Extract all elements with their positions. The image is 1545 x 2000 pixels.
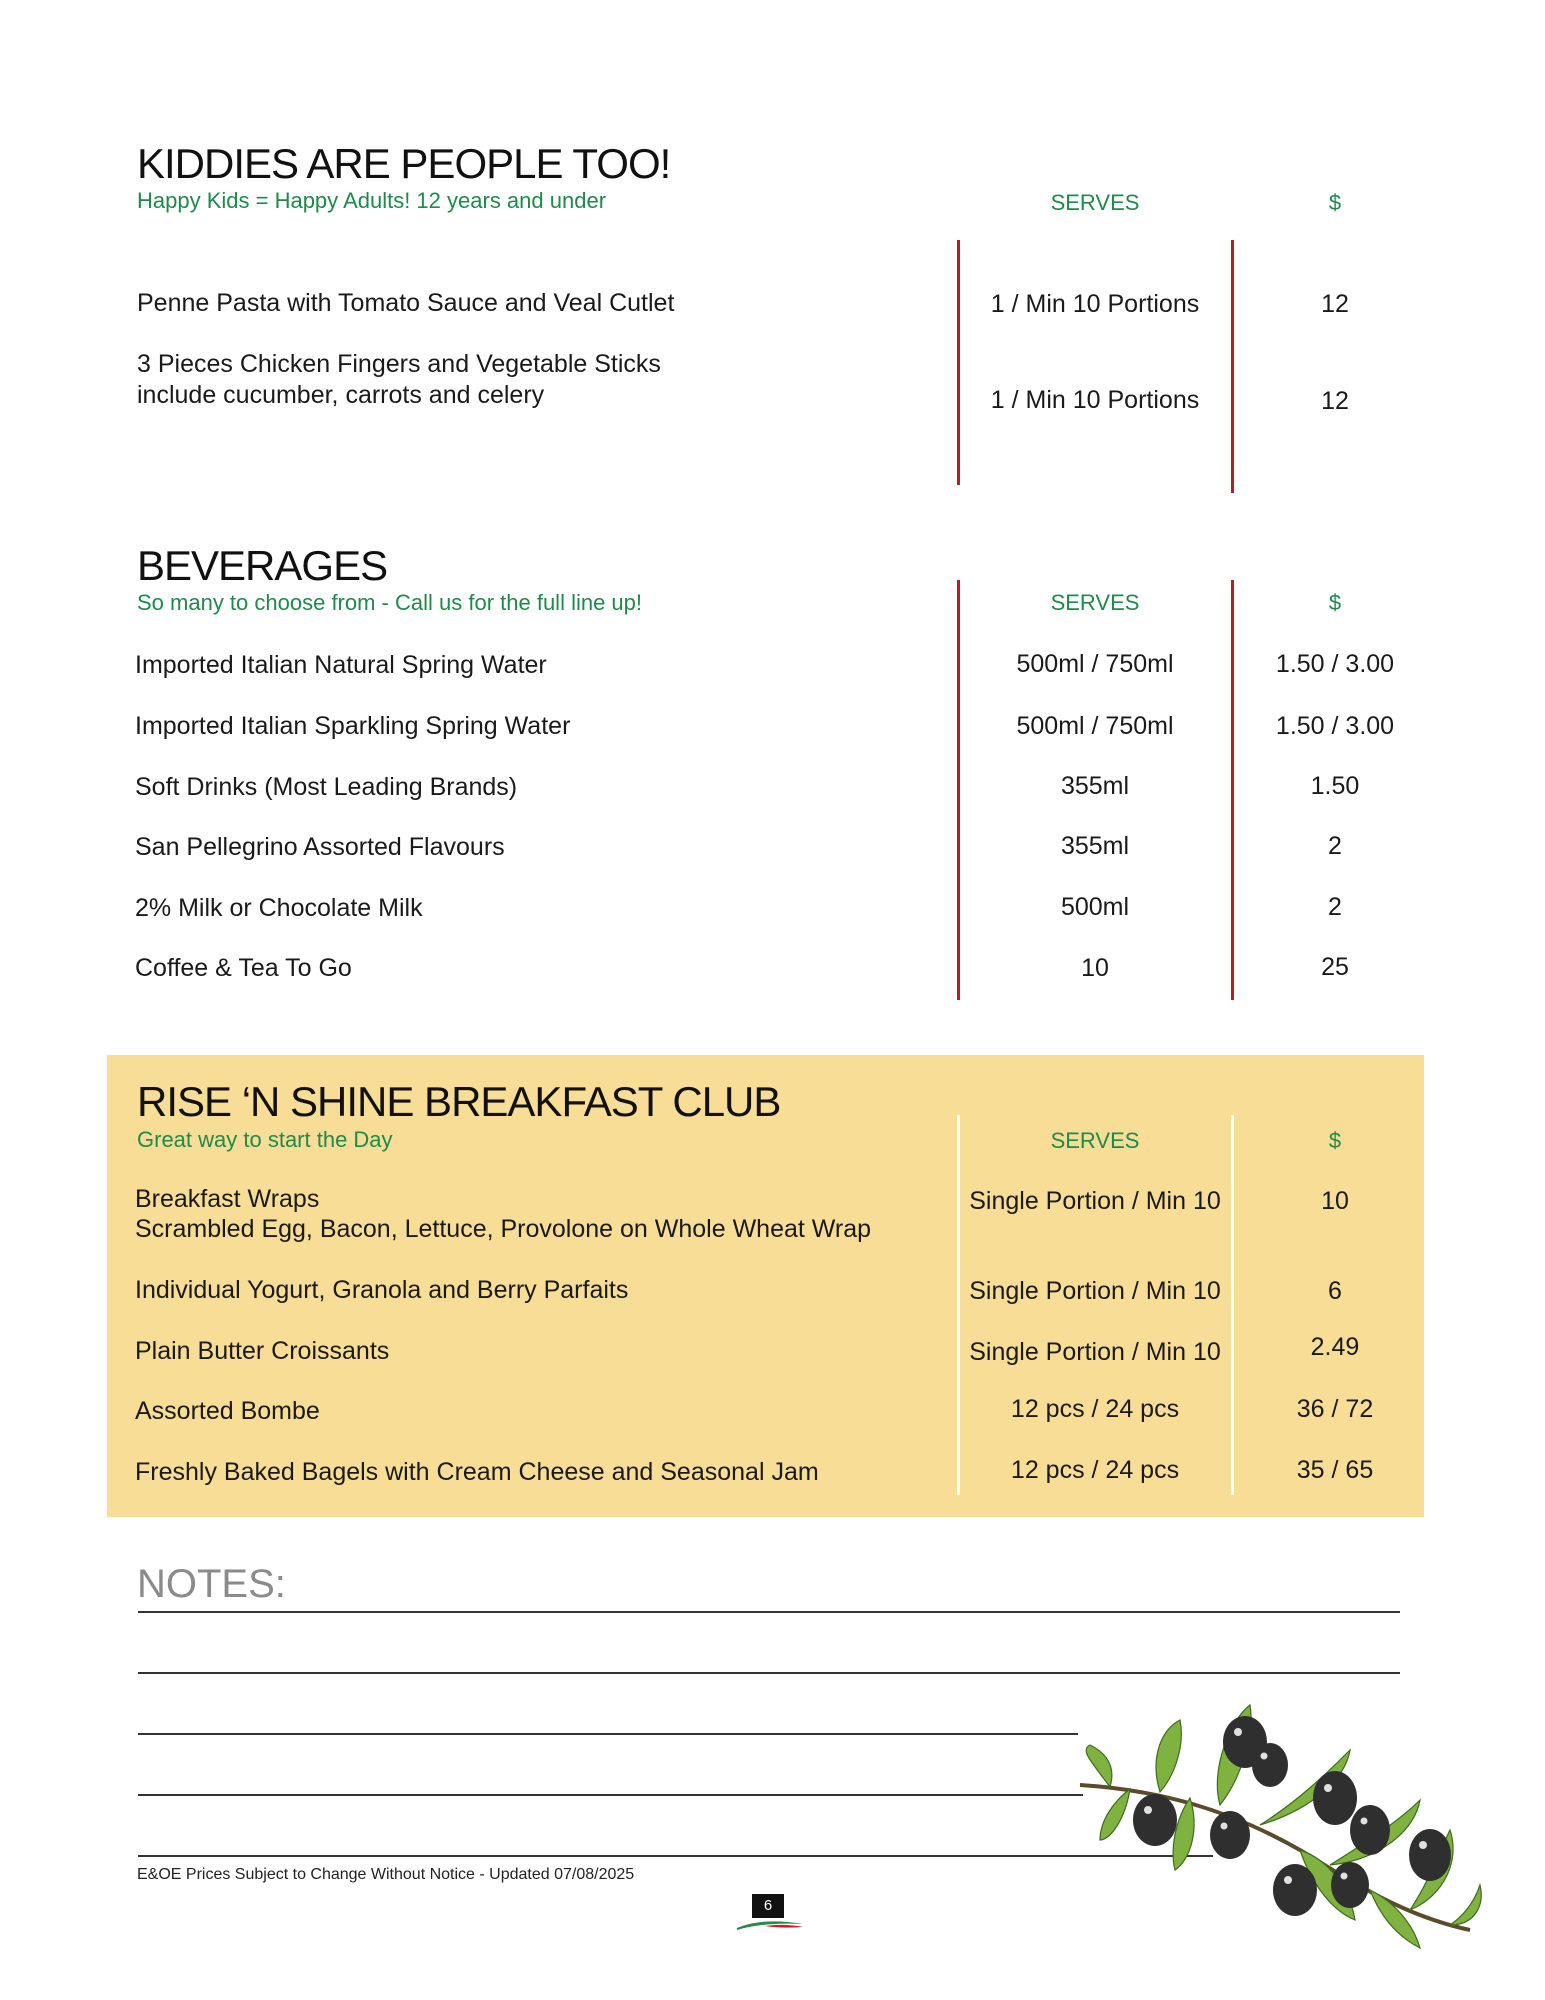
menu-item-serves: 10 xyxy=(1081,954,1109,982)
menu-item-name: Plain Butter Croissants xyxy=(135,1337,390,1365)
menu-item-price: 12 xyxy=(1321,387,1349,415)
olive xyxy=(1331,1862,1369,1908)
olive xyxy=(1210,1811,1250,1859)
menu-item-detail: Scrambled Egg, Bacon, Lettuce, Provolone on Whole Wheat Wrap xyxy=(135,1215,872,1243)
menu-item-name: San Pellegrino Assorted Flavours xyxy=(135,833,505,861)
beverages-price-header: $ xyxy=(1328,590,1342,615)
menu-item-price: 6 xyxy=(1328,1277,1342,1305)
menu-item-name: Assorted Bombe xyxy=(135,1397,320,1425)
olive xyxy=(1252,1743,1288,1787)
menu-item-price: 2 xyxy=(1328,832,1342,860)
page-swoosh-decoration xyxy=(735,1918,805,1932)
notes-label: NOTES: xyxy=(137,1562,286,1606)
menu-item-serves: 355ml xyxy=(1060,832,1130,860)
menu-item-name: Freshly Baked Bagels with Cream Cheese and Seasonal Jam xyxy=(135,1458,819,1486)
olive xyxy=(1133,1794,1177,1846)
leaf xyxy=(1173,1798,1194,1870)
breakfast-title: RISE ‘N SHINE BREAKFAST CLUB xyxy=(137,1078,781,1125)
column-divider xyxy=(957,240,960,485)
column-divider xyxy=(1231,240,1234,493)
menu-item-serves: 12 pcs / 24 pcs xyxy=(1010,1456,1180,1484)
breakfast-price-header: $ xyxy=(1328,1128,1342,1153)
notes-line[interactable] xyxy=(138,1611,1400,1613)
menu-item-serves: Single Portion / Min 10 xyxy=(969,1187,1221,1215)
olive xyxy=(1350,1805,1390,1855)
menu-item-serves: 500ml / 750ml xyxy=(1016,712,1174,740)
menu-item-serves: 500ml / 750ml xyxy=(1016,650,1174,678)
menu-item-price: 2 xyxy=(1328,893,1342,921)
leaf xyxy=(1086,1745,1112,1787)
beverages-serves-header: SERVES xyxy=(1050,590,1140,615)
menu-item-price: 2.49 xyxy=(1310,1333,1360,1361)
olive xyxy=(1313,1771,1357,1825)
beverages-title: BEVERAGES xyxy=(137,542,388,589)
olive-branch-illustration xyxy=(1070,1690,1490,1950)
menu-item-name: Breakfast Wraps xyxy=(135,1185,320,1213)
menu-item-price: 1.50 / 3.00 xyxy=(1275,650,1395,678)
menu-item-price: 1.50 / 3.00 xyxy=(1275,712,1395,740)
footer-disclaimer: E&OE Prices Subject to Change Without Notice - Updated 07/08/2025 xyxy=(137,1866,635,1883)
notes-line[interactable] xyxy=(138,1672,1400,1674)
leaf xyxy=(1100,1789,1130,1840)
menu-item-price: 25 xyxy=(1321,953,1349,981)
page-number: 6 xyxy=(752,1894,784,1918)
menu-item-serves: 1 / Min 10 Portions xyxy=(990,386,1200,414)
menu-item-name: Soft Drinks (Most Leading Brands) xyxy=(135,773,518,801)
menu-item-serves: 12 pcs / 24 pcs xyxy=(1010,1395,1180,1423)
notes-line[interactable] xyxy=(138,1794,1083,1796)
leaf xyxy=(1370,1890,1420,1948)
menu-item-name: Individual Yogurt, Granola and Berry Parfaits xyxy=(135,1276,629,1304)
notes-line[interactable] xyxy=(138,1733,1078,1735)
menu-item-serves: Single Portion / Min 10 xyxy=(969,1277,1221,1305)
menu-item-name: Penne Pasta with Tomato Sauce and Veal Cutlet xyxy=(137,289,675,317)
menu-item-serves: Single Portion / Min 10 xyxy=(969,1338,1221,1366)
menu-item-serves: 355ml xyxy=(1060,772,1130,800)
menu-item-name: Imported Italian Natural Spring Water xyxy=(135,651,547,679)
olive xyxy=(1409,1829,1451,1881)
kiddies-serves-header: SERVES xyxy=(1050,190,1140,215)
menu-item-price: 36 / 72 xyxy=(1296,1395,1374,1423)
menu-item-serves: 1 / Min 10 Portions xyxy=(990,290,1200,318)
leaf xyxy=(1156,1720,1181,1792)
notes-line[interactable] xyxy=(138,1855,1213,1857)
breakfast-serves-header: SERVES xyxy=(1050,1128,1140,1153)
breakfast-subtitle: Great way to start the Day xyxy=(137,1127,393,1152)
kiddies-subtitle: Happy Kids = Happy Adults! 12 years and under xyxy=(137,188,607,213)
olive xyxy=(1273,1864,1317,1916)
menu-item-name: 2% Milk or Chocolate Milk xyxy=(135,894,423,922)
beverages-subtitle: So many to choose from - Call us for the full line up! xyxy=(137,590,643,615)
menu-item-name: Coffee & Tea To Go xyxy=(135,954,352,982)
menu-item-name: Imported Italian Sparkling Spring Water xyxy=(135,712,571,740)
menu-item-detail: include cucumber, carrots and celery xyxy=(137,381,545,409)
kiddies-title: KIDDIES ARE PEOPLE TOO! xyxy=(137,140,671,187)
menu-item-price: 35 / 65 xyxy=(1296,1456,1374,1484)
menu-item-price: 12 xyxy=(1321,290,1349,318)
menu-item-price: 1.50 xyxy=(1310,772,1360,800)
menu-item-serves: 500ml xyxy=(1060,893,1130,921)
kiddies-price-header: $ xyxy=(1328,190,1342,215)
menu-item-name: 3 Pieces Chicken Fingers and Vegetable Sticks xyxy=(137,350,661,378)
menu-item-price: 10 xyxy=(1321,1187,1349,1215)
leaf xyxy=(1450,1885,1481,1925)
